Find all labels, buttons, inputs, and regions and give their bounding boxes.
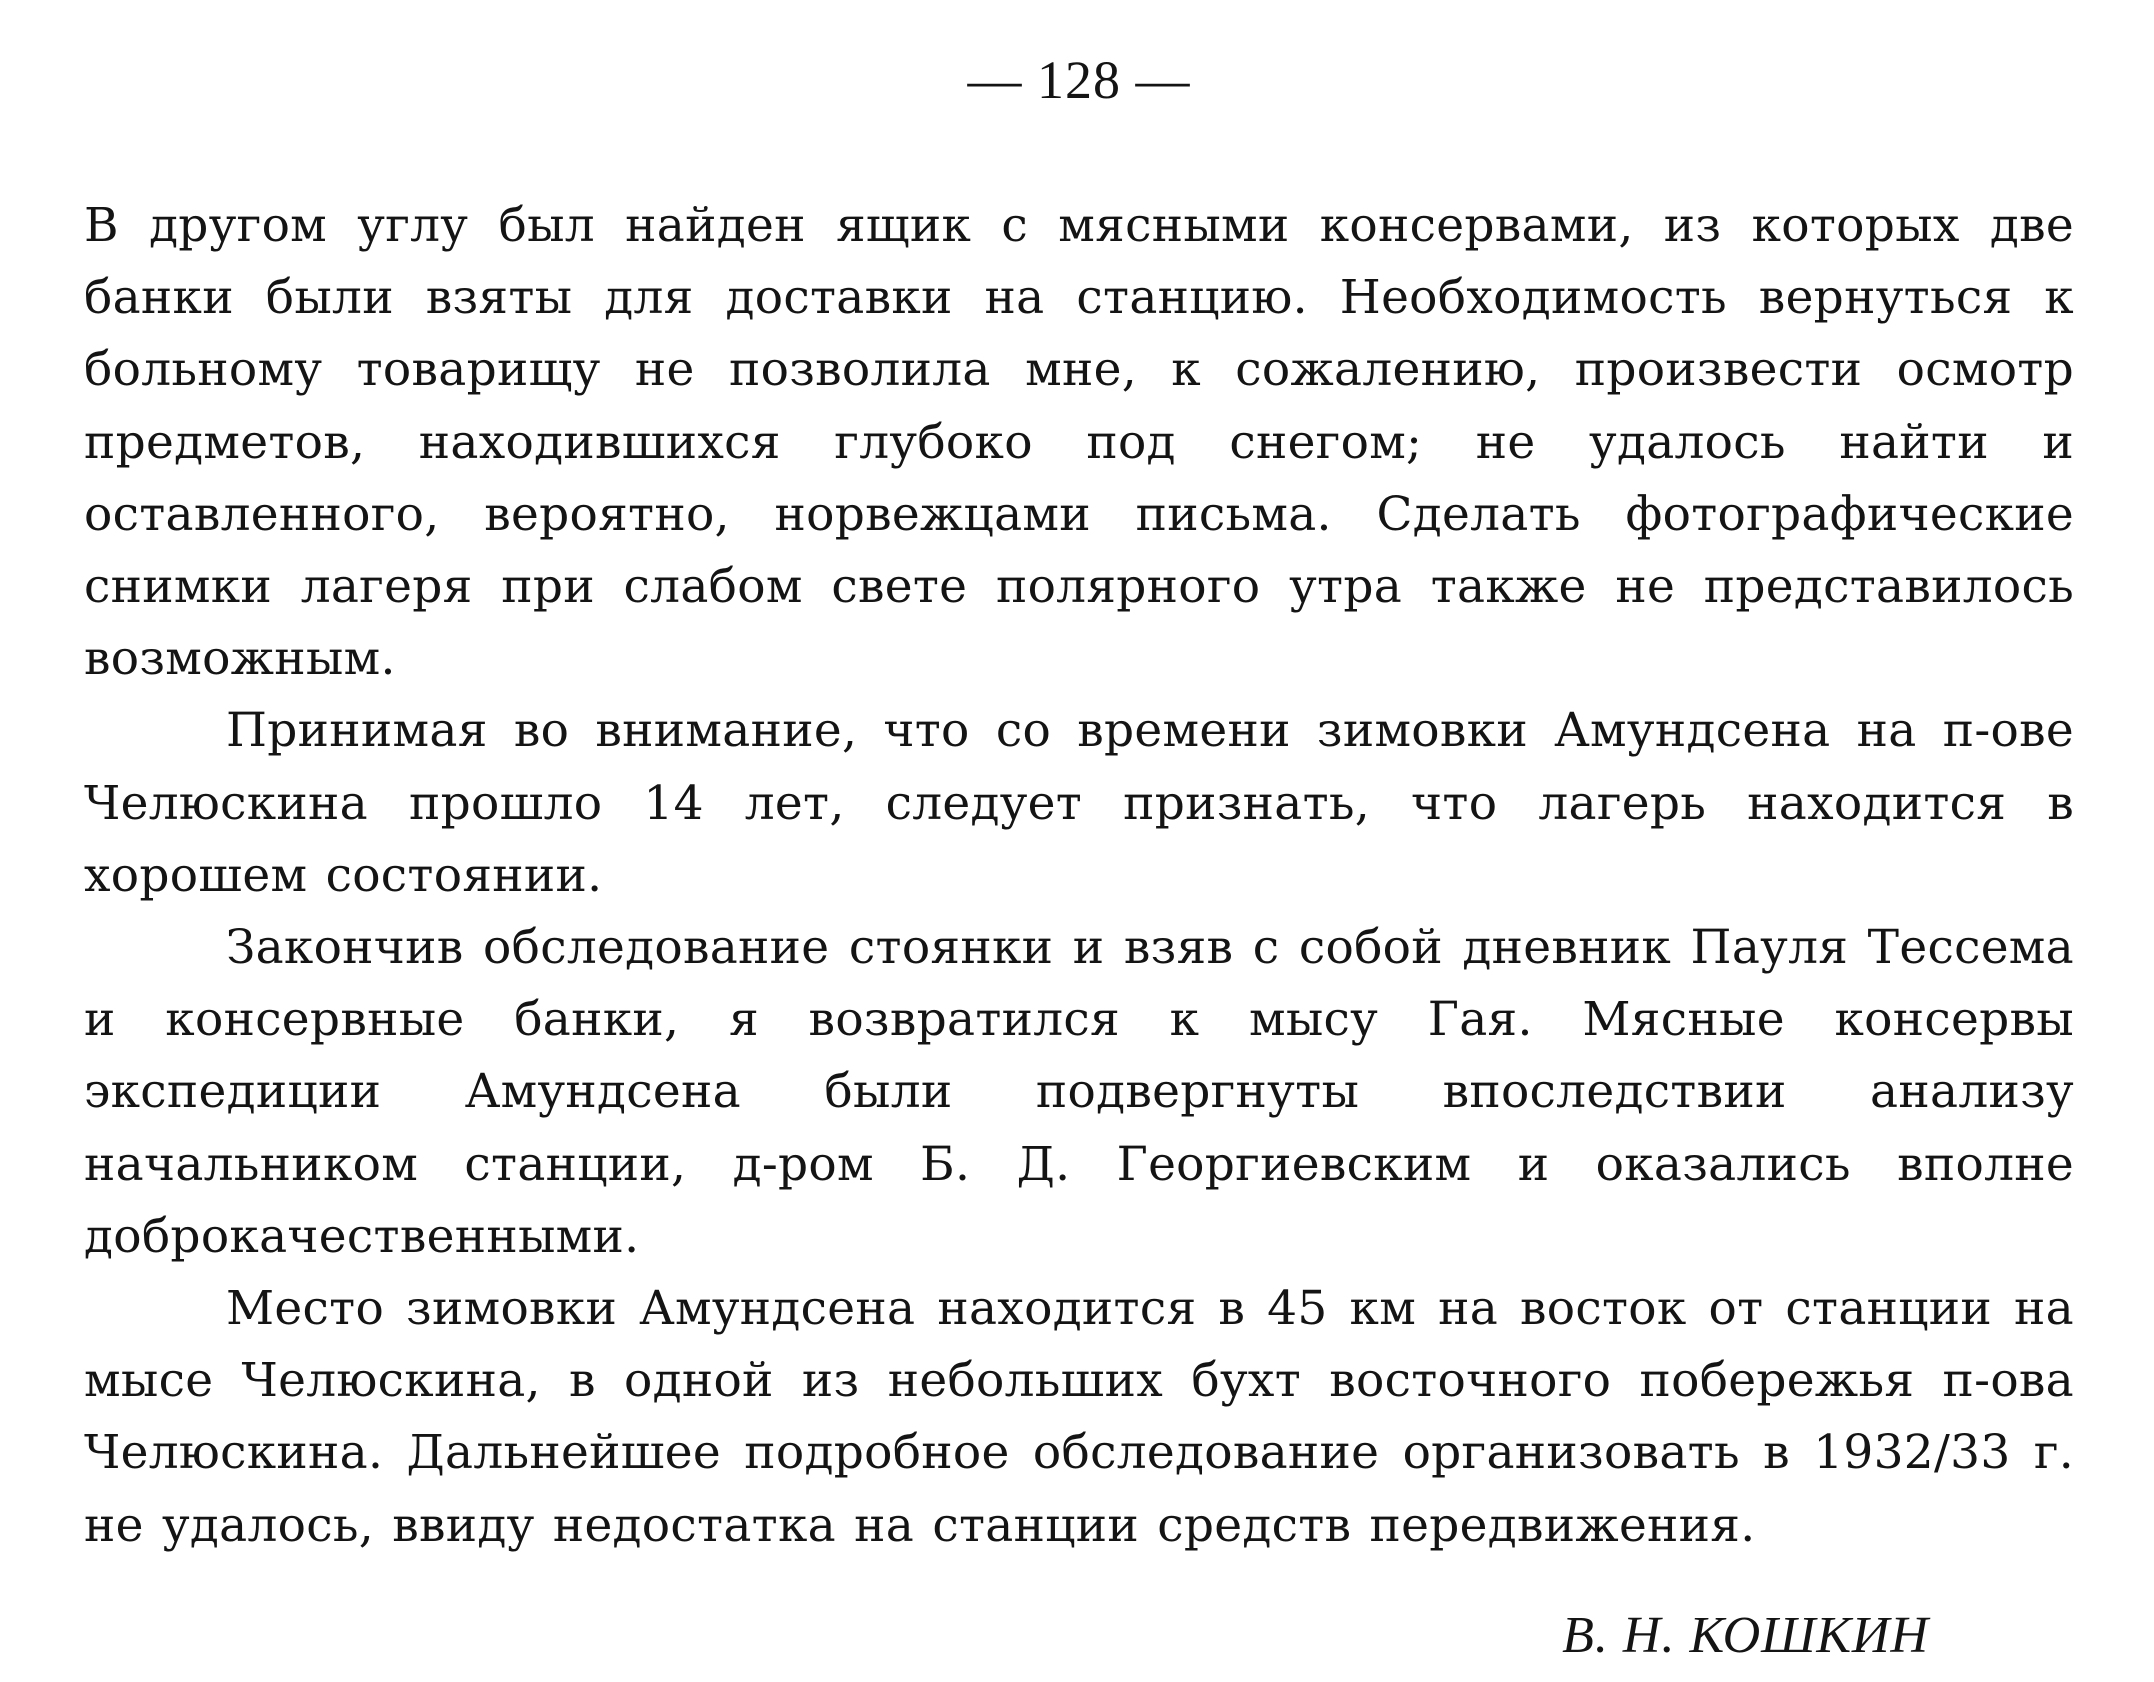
document-page	[84, 0, 2074, 1682]
paragraph: Место зимовки Амундсена находится в 45 км на восток от станции на мысе Челюскина, в одной из небольших бухт восточного побережья п-ова Челюскина. Дальнейшее подробное обследование организовать в 1932/33 г. не удалось, ввиду недостатка на станции средств передвижения.	[84, 1281, 2074, 1553]
paragraph: Закончив обследование стоянки и взяв с собой дневник Пауля Тессема и консервные банки, я возвратился к мысу Гая. Мясные консервы экспедиции Амундсена были подвергнуты впоследствии анализу начальником станции, д-ром Б. Д. Георгиевским и оказались вполне доброкачественными.	[84, 920, 2074, 1264]
body-text	[84, 190, 2074, 1562]
page-number: — 128 —	[967, 50, 1191, 110]
paragraph: Принимая во внимание, что со времени зимовки Амундсена на п-ове Челюскина прошло 14 лет, следует признать, что лагерь находится в хорошем состоянии.	[84, 703, 2074, 903]
author-signature: В. Н. КОШКИН	[1562, 1607, 1929, 1664]
paragraph-continued: В другом углу был найден ящик с мясными консервами, из которых две банки были взяты для доставки на станцию. Необходимость вернуться к больному товарищу не позволила мне, к сожалению, произвести осмотр предметов, находившихся глубоко под снегом; не удалось найти и оставленного, вероятно, норвежцами письма. Сделать фотографические снимки лагеря при слабом свете полярного утра также не представилось возможным.	[84, 198, 2074, 687]
